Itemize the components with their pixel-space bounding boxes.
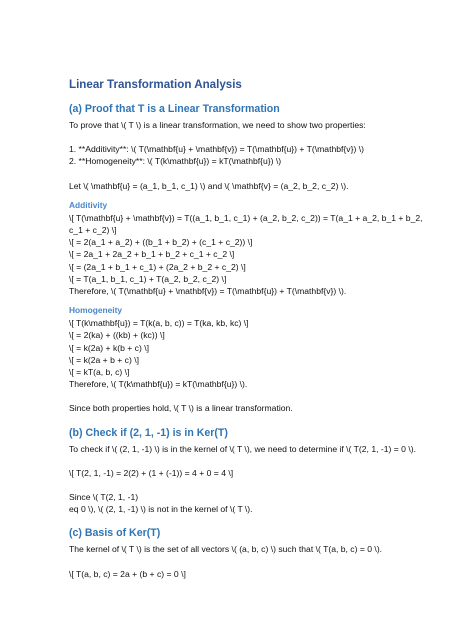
additivity-conclusion: Therefore, \( T(\mathbf{u} + \mathbf{v}) = T(\mathbf{u}) + T(\mathbf{v}) \). [69, 286, 347, 297]
property-homogeneity: 2. **Homogeneity**: \( T(k\mathbf{u}) = kT(\mathbf{u}) \) [69, 156, 282, 167]
section-b-calc: \[ T(2, 1, -1) = 2(2) + (1 + (-1)) = 4 + 0 = 4 \] [69, 467, 234, 478]
additivity-heading: Additivity [69, 199, 108, 210]
homogeneity-line-5: \[ = kT(a, b, c) \] [69, 367, 130, 378]
homogeneity-line-4: \[ = k(2a + b + c) \] [69, 354, 139, 365]
property-additivity: 1. **Additivity**: \( T(\mathbf{u} + \mathbf{v}) = T(\mathbf{u}) + T(\mathbf{v}) \) [69, 144, 364, 155]
additivity-line-1: \[ T(\mathbf{u} + \mathbf{v}) = T((a_1, b_1, c_1) + (a_2, b_2, c_2)) = T(a_1 + a_2, b_1 + b_2, c_1 + c_2) \] [69, 212, 425, 236]
homogeneity-conclusion: Therefore, \( T(k\mathbf{u}) = kT(\mathbf{u}) \). [69, 379, 248, 390]
section-a-summary: Since both properties hold, \( T \) is a linear transformation. [69, 403, 293, 414]
section-c-heading: (c) Basis of Ker(T) [69, 527, 161, 540]
additivity-line-5: \[ = T(a_1, b_1, c_1) + T(a_2, b_2, c_2) \] [69, 273, 227, 284]
section-c-equation: \[ T(a, b, c) = 2a + (b + c) = 0 \] [69, 568, 186, 579]
section-b-since-line-2: eq 0 \), \( (2, 1, -1) \) is not in the kernel of \( T \). [69, 504, 253, 515]
document-title: Linear Transformation Analysis [69, 78, 242, 91]
section-a-intro: To prove that \( T \) is a linear transformation, we need to show two properties: [69, 120, 366, 130]
section-a-heading: (a) Proof that T is a Linear Transformation [69, 103, 280, 115]
additivity-line-3: \[ = 2a_1 + 2a_2 + b_1 + b_2 + c_1 + c_2 \] [69, 249, 235, 260]
section-b-intro: To check if \( (2, 1, -1) \) is in the kernel of \( T \), we need to determine if \( T(2, 1, -1) = 0 \). [69, 443, 416, 454]
additivity-line-2: \[ = 2(a_1 + a_2) + ((b_1 + b_2) + (c_1 + c_2)) \] [69, 237, 253, 248]
section-b-heading: (b) Check if (2, 1, -1) is in Ker(T) [69, 426, 228, 439]
homogeneity-line-3: \[ = k(2a) + k(b + c) \] [69, 342, 149, 353]
homogeneity-line-1: \[ T(k\mathbf{u}) = T(k(a, b, c)) = T(ka, kb, kc) \] [69, 318, 249, 329]
homogeneity-line-2: \[ = 2(ka) + ((kb) + (kc)) \] [69, 330, 165, 341]
additivity-line-4: \[ = (2a_1 + b_1 + c_1) + (2a_2 + b_2 + c_2) \] [69, 261, 246, 272]
section-b-since-line-1: Since \( T(2, 1, -1) [69, 492, 139, 503]
let-statement: Let \( \mathbf{u} = (a_1, b_1, c_1) \) and \( \mathbf{v} = (a_2, b_2, c_2) \). [69, 180, 349, 191]
section-c-intro: The kernel of \( T \) is the set of all vectors \( (a, b, c) \) such that \( T(a, b, c) = 0 \). [69, 544, 383, 555]
homogeneity-heading: Homogeneity [69, 305, 123, 316]
